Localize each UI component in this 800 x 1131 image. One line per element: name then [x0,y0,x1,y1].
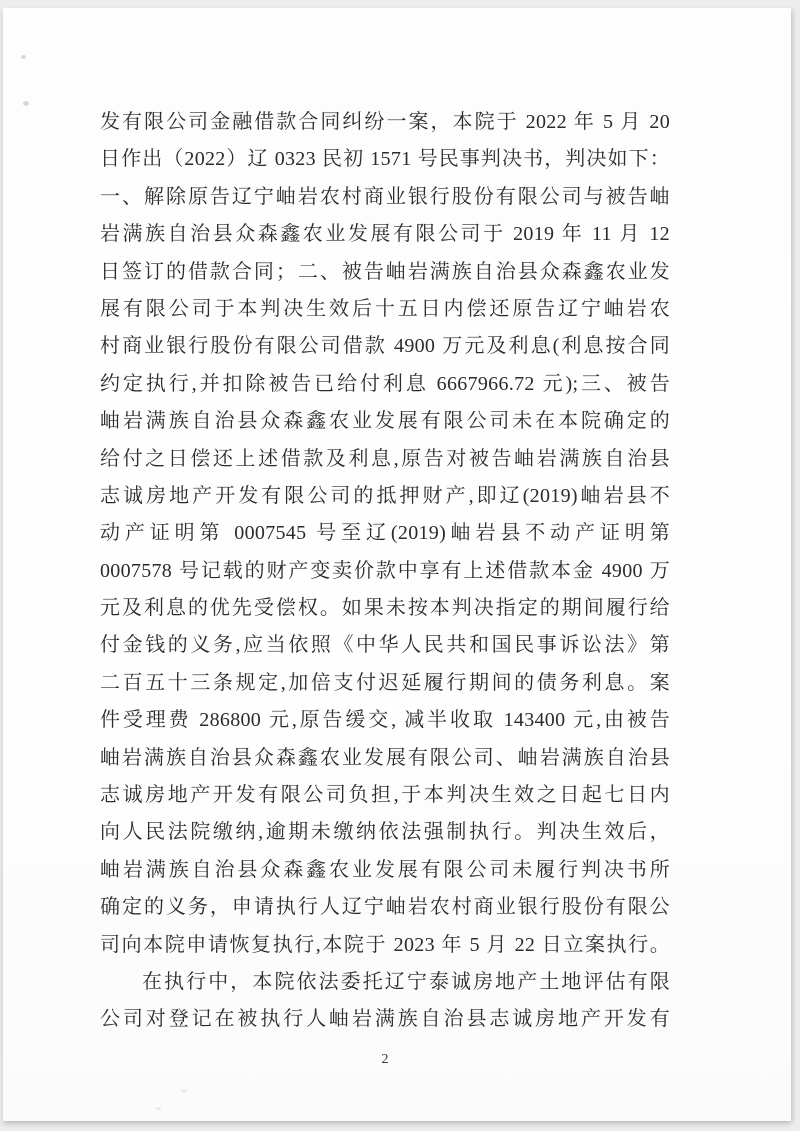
page-number: 2 [381,1052,389,1067]
text-line: 司向本院申请恢复执行,本院于 2023 年 5 月 22 日立案执行。 [100,933,670,956]
text-line: 给付之日偿还上述借款及利息,原告对被告岫岩满族自治县 [100,447,670,470]
text-line: 志诚房地产开发有限公司的抵押财产,即辽(2019)岫岩县不 [100,484,670,507]
text-line: 志诚房地产开发有限公司负担,于本判决生效之日起七日内 [100,784,670,807]
text-line: 付金钱的义务,应当依照《中华人民共和国民事诉讼法》第 [100,634,670,657]
judgment-body-text [100,104,670,1039]
text-line: 公司对登记在被执行人岫岩满族自治县志诚房地产开发有 [100,1008,670,1031]
text-line: 确定的义务，申请执行人辽宁岫岩农村商业银行股份有限公 [100,896,670,919]
text-line: 岫岩满族自治县众森鑫农业发展有限公司未在本院确定的 [100,410,670,433]
text-line: 向人民法院缴纳,逾期未缴纳依法强制执行。判决生效后， [100,821,670,844]
document-page [3,8,791,1121]
text-line: 二百五十三条规定,加倍支付迟延履行期间的债务利息。案 [100,671,670,694]
text-line: 日签订的借款合同；二、被告岫岩满族自治县众森鑫农业发 [100,260,670,283]
text-line: 元及利息的优先受偿权。如果未按本判决指定的期间履行给 [100,597,670,620]
text-line: 件受理费 286800 元,原告缓交, 减半收取 143400 元,由被告 [100,709,670,732]
scan-speck [23,101,29,106]
text-line: 岩满族自治县众森鑫农业发展有限公司于 2019 年 11 月 12 [100,223,670,246]
text-line: 约定执行,并扣除被告已给付利息 6667966.72 元);三、被告 [100,372,670,395]
text-line: 村商业银行股份有限公司借款 4900 万元及利息(利息按合同 [100,335,670,358]
text-line: 岫岩满族自治县众森鑫农业发展有限公司、岫岩满族自治县 [100,746,670,769]
text-line: 0007578 号记载的财产变卖价款中享有上述借款本金 4900 万 [100,559,670,582]
text-line: 一、解除原告辽宁岫岩农村商业银行股份有限公司与被告岫 [100,185,670,208]
scan-speck [21,55,26,59]
scan-speck [156,1107,161,1110]
scan-speck [181,1089,187,1093]
text-line: 日作出（2022）辽 0323 民初 1571 号民事判决书，判决如下： [100,148,670,171]
text-line: 岫岩满族自治县众森鑫农业发展有限公司未履行判决书所 [100,858,670,881]
text-line: 在执行中，本院依法委托辽宁泰诚房地产土地评估有限 [142,970,670,993]
text-line: 动产证明第 0007545 号至辽(2019)岫岩县不动产证明第 [100,522,670,545]
text-line: 展有限公司于本判决生效后十五日内偿还原告辽宁岫岩农 [100,297,670,320]
text-line: 发有限公司金融借款合同纠纷一案，本院于 2022 年 5 月 20 [100,111,670,133]
